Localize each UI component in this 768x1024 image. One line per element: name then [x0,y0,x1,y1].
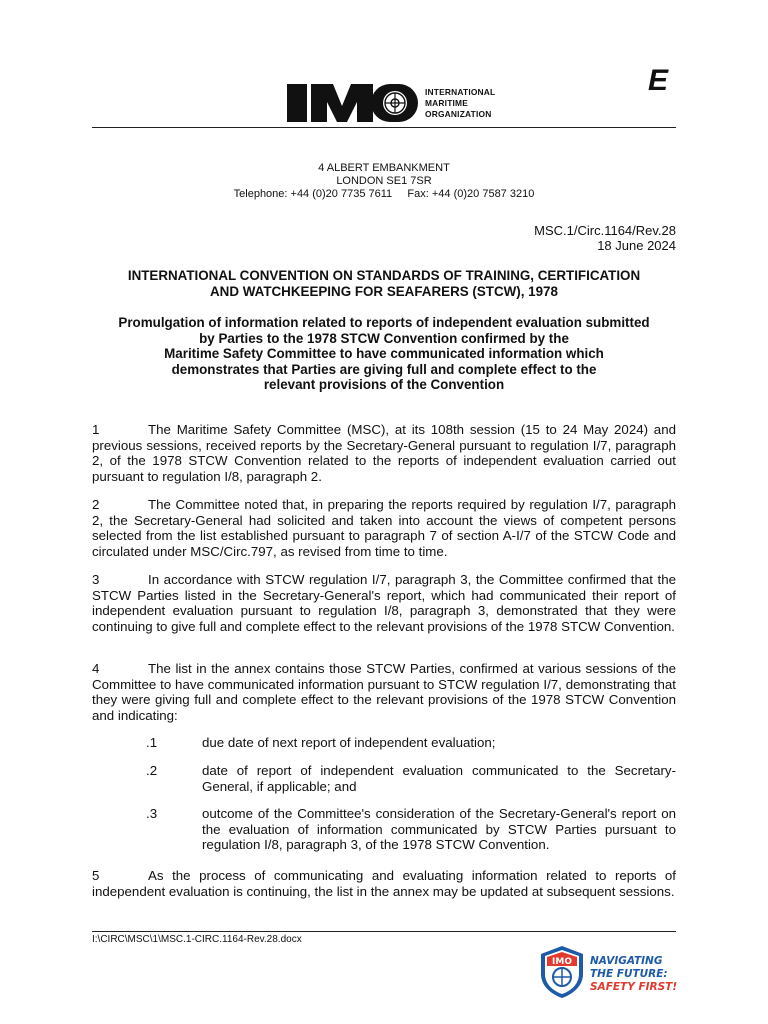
list-item [146,806,676,853]
address-line-street: 4 ALBERT EMBANKMENT [318,162,450,174]
header-divider [92,127,676,128]
paragraph-5 [92,868,676,899]
footer-divider [92,931,676,932]
paragraph-3 [92,572,676,634]
list-item-text: due date of next report of independent evaluation; [202,735,496,750]
paragraph-2 [92,497,676,559]
imo-org-name: INTERNATIONAL MARITIME ORGANIZATION [425,87,496,119]
address-block [92,162,676,201]
paragraph-4 [92,661,676,723]
imo-logo-mark [285,80,420,126]
paragraph-number: 1 [92,422,100,437]
document-title: INTERNATIONAL CONVENTION ON STANDARDS OF TRAINING, CERTIFICATION AND WATCHKEEPING FOR SEAFARERS (STCW), 1978 [127,268,641,299]
list-item [146,735,676,751]
address-line-city: LONDON SE1 7SR [336,175,432,187]
paragraph-number: 3 [92,572,100,587]
slogan: NAVIGATING THE FUTURE: SAFETY FIRST! [590,955,678,993]
language-letter: E [648,64,669,97]
paragraph-1 [92,422,676,484]
list-item-text: date of report of independent evaluation communicated to the Secretary-General, if applicable; and [202,763,676,794]
paragraph-text: In accordance with STCW regulation I/7, paragraph 3, the Committee confirmed that the STCW Parties listed in the Secretary-General's report, which had communicated their report of independent evaluation pursuant to regulation I/8, paragraph 3, demonstrated that they were continuing to give full and complete effect to the relevant provisions of the 1978 STCW Convention. [92,572,676,634]
list-item [146,763,676,794]
paragraph-text: As the process of communicating and evaluating information related to reports of independent evaluation is continuing, the list in the annex may be updated at subsequent sessions. [92,868,676,899]
list-item-text: outcome of the Committee's consideration of the Secretary-General's report on the evaluation of information communicated by STCW Parties pursuant to regulation I/8, paragraph 3, of the 1978 STCW Convention. [202,806,676,852]
list-item-number: .3 [146,806,158,821]
address-line-phone: Telephone: +44 (0)20 7735 7611 Fax: +44 (0)20 7587 3210 [233,188,535,200]
imo-logo [285,80,520,126]
paragraph-text: The list in the annex contains those STCW Parties, confirmed at various sessions of the Committee to have communicated information pursuant to STCW regulation I/7, demonstrating that they were giving full and complete effect to the relevant provisions of the 1978 STCW Convention and indicating: [92,661,676,723]
shield-icon [537,944,587,1000]
paragraph-text: The Committee noted that, in preparing the reports required by regulation I/7, paragraph 2, the Secretary-General had solicited and taken into account the views of competent persons selected from the list established pursuant to paragraph 7 of section A-I/7 of the STCW Code and circulated under MSC/Circ.797, as revised from time to time. [92,497,676,559]
document-reference [534,223,676,253]
file-path: I:\CIRC\MSC\1\MSC.1-CIRC.1164-Rev.28.docx [92,934,302,945]
badge-text: IMO [552,957,572,967]
document-subtitle: Promulgation of information related to reports of independent evaluation submitted by Parties to the 1978 STCW Convention confirmed by the Maritime Safety Committee to have communicated information which demonstrates that Parties are giving full and complete effect to the relevant provisions of the Convention [118,315,650,392]
paragraph-text: The Maritime Safety Committee (MSC), at its 108th session (15 to 24 May 2024) and previous sessions, received reports by the Secretary-General pursuant to regulation I/7, paragraph 2, of the 1978 STCW Convention related to the reports of independent evaluation carried out pursuant to regulation I/8, paragraph 2. [92,422,676,484]
doc-symbol: MSC.1/Circ.1164/Rev.28 [534,223,676,238]
list-item-number: .1 [146,735,158,750]
paragraph-number: 5 [92,868,100,883]
list-item-number: .2 [146,763,158,778]
paragraph-number: 2 [92,497,100,512]
doc-date: 18 June 2024 [597,238,676,253]
paragraph-number: 4 [92,661,100,676]
